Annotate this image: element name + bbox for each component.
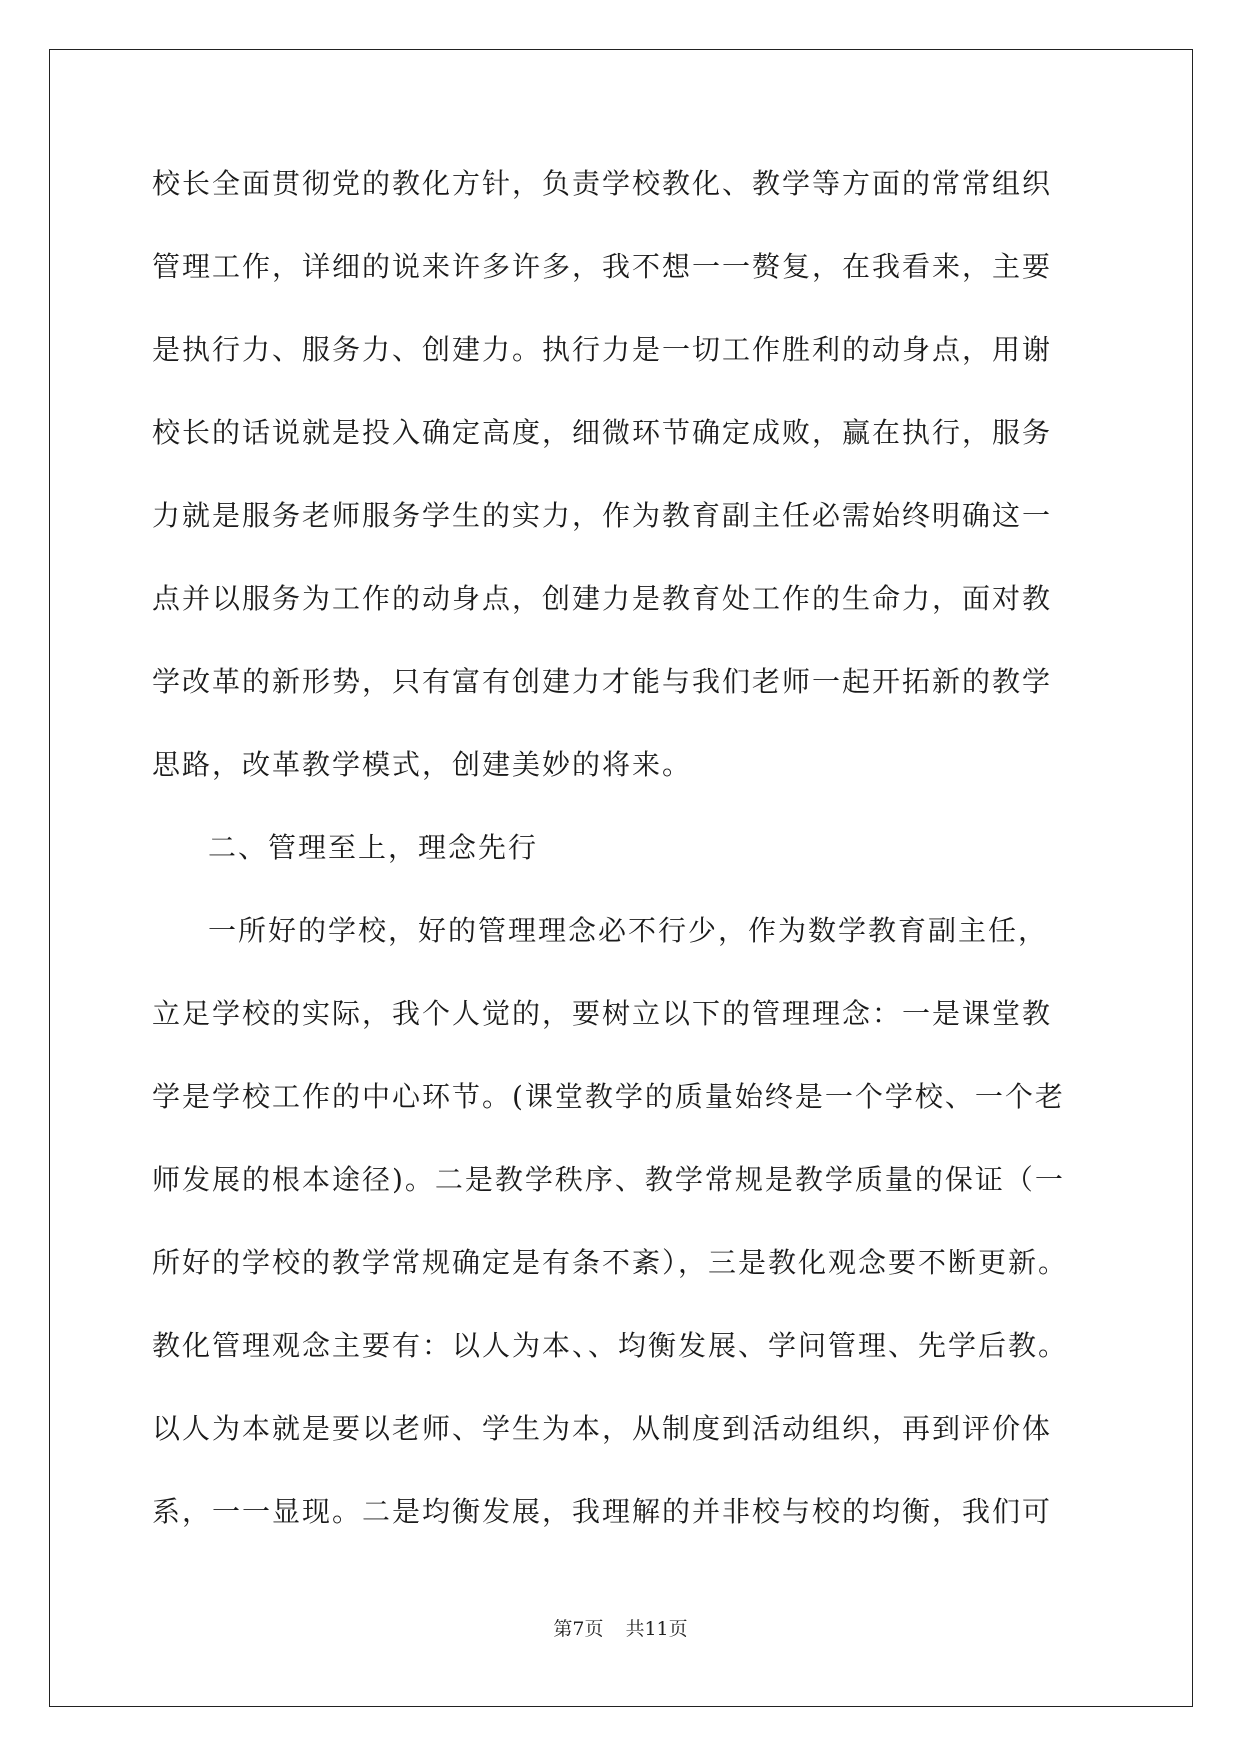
paragraph-line: 立足学校的实际，我个人觉的，要树立以下的管理理念：一是课堂教: [152, 997, 1053, 1030]
paragraph-line: 学是学校工作的中心环节。(课堂教学的质量始终是一个学校、一个老: [152, 1080, 1065, 1113]
paragraph-line: 校长的话说就是投入确定高度，细微环节确定成败，赢在执行，服务: [152, 416, 1053, 449]
paragraph-line: 点并以服务为工作的动身点，创建力是教育处工作的生命力，面对教: [152, 582, 1053, 615]
paragraph-line: 学改革的新形势，只有富有创建力才能与我们老师一起开拓新的教学: [152, 665, 1053, 698]
paragraph-line: 师发展的根本途径)。二是教学秩序、教学常规是教学质量的保证（一: [152, 1163, 1065, 1196]
page-number: 第7页: [553, 1618, 604, 1640]
paragraph-line: 系，一一显现。二是均衡发展，我理解的并非校与校的均衡，我们可: [152, 1495, 1053, 1528]
paragraph-line: 所好的学校的教学常规确定是有条不紊），三是教化观念要不断更新。: [152, 1246, 1069, 1279]
paragraph-line: 一所好的学校，好的管理理念必不行少，作为数学教育副主任，: [208, 914, 1049, 947]
paragraph-line: 思路，改革教学模式，创建美妙的将来。: [152, 748, 693, 781]
paragraph-line: 教化管理观念主要有：以人为本、、均衡发展、学问管理、先学后教。: [152, 1329, 1069, 1362]
page-total: 共11页: [625, 1618, 688, 1640]
paragraph-line: 管理工作，详细的说来许多许多，我不想一一赘复，在我看来，主要: [152, 250, 1053, 283]
paragraph-line: 校长全面贯彻党的教化方针，负责学校教化、教学等方面的常常组织: [152, 167, 1053, 200]
paragraph-line: 以人为本就是要以老师、学生为本，从制度到活动组织，再到评价体: [152, 1412, 1053, 1445]
paragraph-line: 力就是服务老师服务学生的实力，作为教育副主任必需始终明确这一: [152, 499, 1053, 532]
paragraph-line: 是执行力、服务力、创建力。执行力是一切工作胜利的动身点，用谢: [152, 333, 1053, 366]
page-border: [49, 49, 1193, 1707]
page-footer: [0, 1617, 1241, 1641]
section-heading: 二、管理至上，理念先行: [208, 831, 539, 864]
